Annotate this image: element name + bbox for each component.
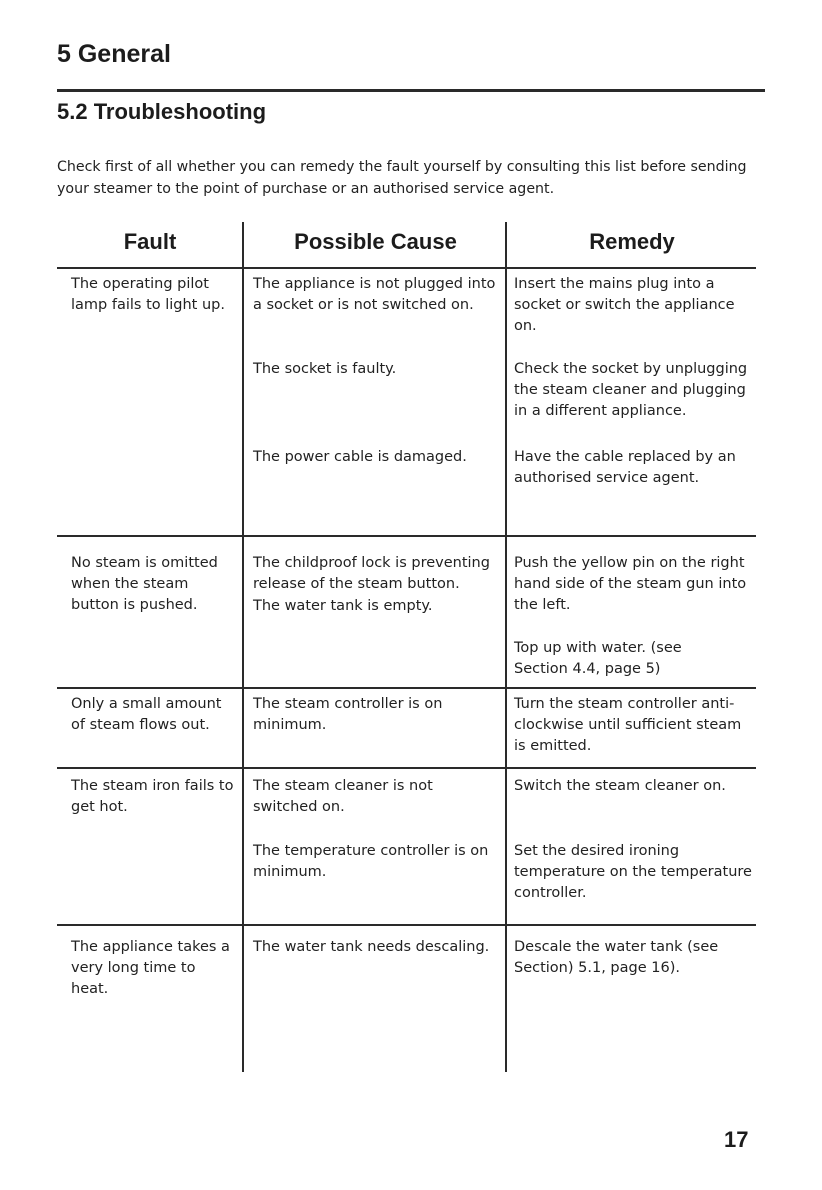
row-divider	[57, 767, 756, 769]
table-row-remedy: Push the yellow pin on the right hand side of the steam gun into the left.	[514, 555, 747, 613]
table-row-remedy: Check the socket by unplugging the steam cleaner and plugging in a different appliance.	[514, 361, 748, 419]
table-row-fault: The appliance takes a very long time to heat.	[71, 939, 230, 997]
remedy-column-header: Remedy	[589, 229, 675, 254]
table-row-cause: The childproof lock is preventing release of the steam button.	[253, 555, 490, 592]
row-divider	[57, 924, 756, 926]
table-row-remedy: Set the desired ironing temperature on the temperature controller.	[514, 843, 752, 901]
page-number: 17	[724, 1127, 749, 1152]
table-row-fault: The steam iron fails to get hot.	[71, 778, 234, 815]
table-row-cause: The power cable is damaged.	[253, 449, 467, 465]
table-row-remedy: Switch the steam cleaner on.	[514, 778, 726, 794]
table-row-cause: The water tank is empty.	[253, 598, 433, 614]
table-row-remedy: Turn the steam controller anti-clockwise until sufficient steam is emitted.	[514, 696, 742, 754]
table-row-remedy: Top up with water. (see Section 4.4, page 5)	[514, 640, 682, 677]
table-row-cause: The water tank needs descaling.	[253, 939, 490, 955]
cause-column-header: Possible Cause	[294, 229, 457, 254]
table-row-fault: No steam is omitted when the steam button is pushed.	[71, 555, 218, 613]
table-row-remedy: Insert the mains plug into a socket or switch the appliance on.	[514, 276, 735, 334]
table-row-cause: The steam cleaner is not switched on.	[253, 778, 433, 815]
table-row-remedy: Have the cable replaced by an authorised service agent.	[514, 449, 736, 486]
row-divider	[57, 267, 756, 269]
row-divider	[57, 687, 756, 689]
table-row-fault: The operating pilot lamp fails to light up.	[71, 276, 225, 313]
table-row-cause: The socket is faulty.	[253, 361, 397, 377]
row-divider	[57, 535, 756, 537]
chapter-title: 5 General	[57, 40, 171, 68]
column-divider	[505, 222, 507, 1072]
table-row-fault: Only a small amount of steam flows out.	[71, 696, 222, 733]
column-divider	[242, 222, 244, 1072]
intro-paragraph: Check first of all whether you can remedy the fault yourself by consulting this list before sending your steamer to the point of purchase or an authorised service agent.	[57, 159, 747, 197]
table-row-cause: The steam controller is on minimum.	[253, 696, 443, 733]
table-row-cause: The appliance is not plugged into a socket or is not switched on.	[253, 276, 496, 313]
header-rule	[57, 89, 765, 92]
fault-column-header: Fault	[123, 229, 177, 254]
table-row-cause: The temperature controller is on minimum.	[253, 843, 489, 880]
section-title: 5.2 Troubleshooting	[57, 99, 267, 124]
table-row-remedy: Descale the water tank (see Section) 5.1, page 16).	[514, 939, 719, 976]
